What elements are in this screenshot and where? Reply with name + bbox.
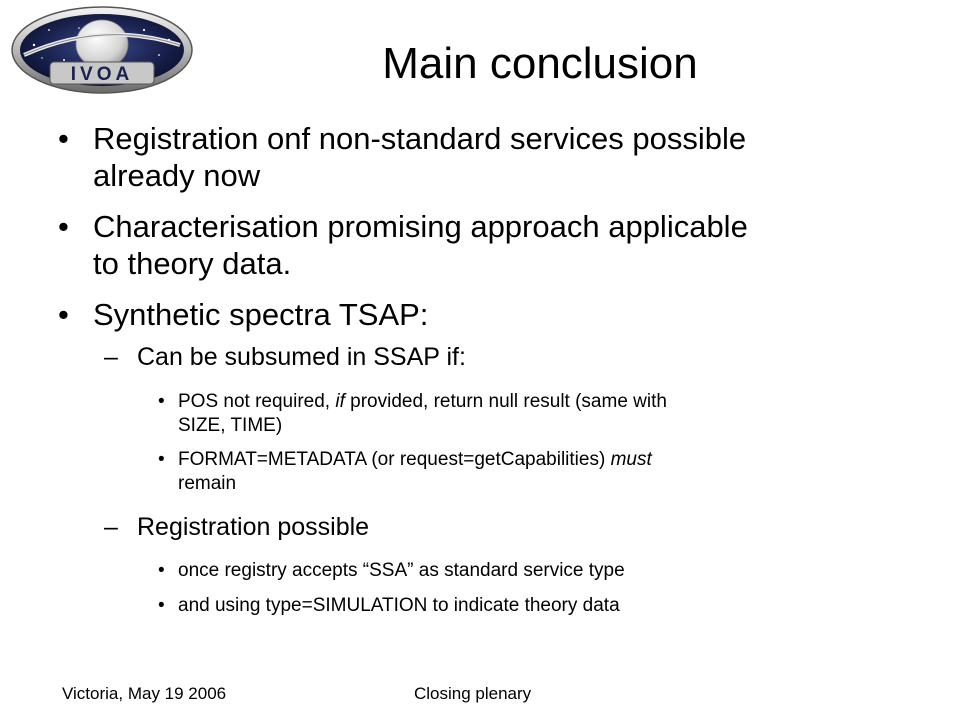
bullet-line: remain <box>178 473 237 494</box>
bullet-glyph: • <box>58 297 69 332</box>
dash-glyph: – <box>104 343 118 371</box>
bullet-line: SIZE, TIME) <box>178 415 283 436</box>
bullet-synthetic-spectra: Synthetic spectra TSAP: <box>93 297 429 332</box>
bullet-line: Characterisation promising approach applicable <box>93 209 748 244</box>
footer-date: Victoria, May 19 2006 <box>62 684 227 703</box>
bullet-line: to theory data. <box>93 246 292 281</box>
bullet-characterisation <box>93 208 748 282</box>
dash-glyph: – <box>104 513 118 541</box>
emphasis: if <box>335 391 345 412</box>
footer-title: Closing plenary <box>414 684 532 703</box>
subsub-format-metadata <box>178 448 652 496</box>
subsub-type-simulation: and using type=SIMULATION to indicate theory data <box>178 595 620 616</box>
slide-title: Main conclusion <box>382 39 698 88</box>
bullet-glyph: • <box>58 121 69 156</box>
text-part: FORMAT=METADATA (or request=getCapabilities) <box>178 449 611 470</box>
subsub-registry-accepts: once registry accepts “SSA” as standard service type <box>178 560 625 581</box>
text-part: provided, return null result (same with <box>344 391 667 412</box>
bullet-glyph: • <box>158 391 165 412</box>
subsub-pos-not-required <box>178 390 667 438</box>
bullet-glyph: • <box>158 595 165 616</box>
bullet-line: Registration onf non-standard services possible <box>93 121 747 156</box>
bullet-line <box>178 448 652 472</box>
bullet-line <box>178 390 667 414</box>
text-part: POS not required, <box>178 391 336 412</box>
bullet-glyph: • <box>158 560 165 581</box>
bullet-glyph: • <box>158 449 165 470</box>
bullet-registration <box>93 120 746 194</box>
subbullet-registration-possible: Registration possible <box>137 513 370 541</box>
bullet-line: already now <box>93 158 261 193</box>
logo-text: IVOA <box>70 64 134 85</box>
emphasis: must <box>610 449 652 470</box>
subbullet-subsumed: Can be subsumed in SSAP if: <box>137 343 466 371</box>
bullet-glyph: • <box>58 209 69 244</box>
